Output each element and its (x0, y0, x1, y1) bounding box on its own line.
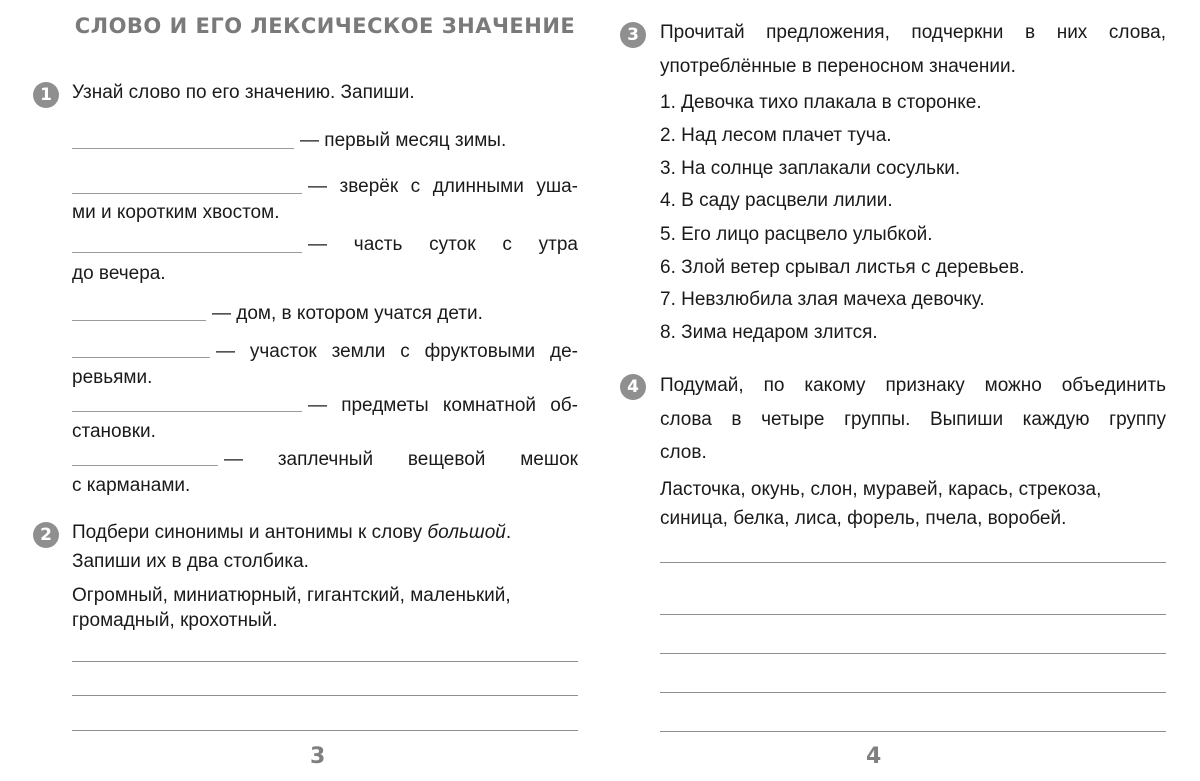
writing-line[interactable] (72, 695, 578, 696)
writing-line[interactable] (660, 614, 1166, 615)
task-3-instruction: Прочитай предложения, подчеркни в них слова, (660, 22, 1166, 43)
writing-line[interactable] (660, 653, 1166, 654)
task-4-words: синица, белка, лиса, форель, пчела, воробей. (660, 508, 1067, 529)
definition-text: становки. (72, 421, 156, 442)
definition-text: ревьями. (72, 367, 153, 388)
answer-blank[interactable] (72, 411, 302, 412)
answer-blank[interactable] (72, 465, 218, 466)
definition-text: — часть суток с утра (308, 234, 578, 255)
page-number: 4 (866, 744, 882, 769)
task-2-words: Огромный, миниатюрный, гигантский, маленький, (72, 585, 511, 606)
definition-text: — зверёк с длинными уша- (308, 176, 578, 197)
answer-blank[interactable] (72, 193, 302, 194)
sentence-item: 1. Девочка тихо плакала в сторонке. (660, 92, 982, 113)
definition-text: — первый месяц зимы. (300, 130, 507, 151)
definition-text: — предметы комнатной об- (308, 395, 578, 416)
page-number: 3 (310, 744, 326, 769)
task-2-number: 2 (33, 522, 59, 548)
right-page (600, 0, 1200, 781)
definition-text: до вечера. (72, 263, 166, 284)
answer-blank[interactable] (72, 148, 294, 149)
definition-text: — дом, в котором учатся дети. (212, 303, 483, 324)
writing-line[interactable] (72, 661, 578, 662)
task-4-words: Ласточка, окунь, слон, муравей, карась, стрекоза, (660, 479, 1102, 500)
task-2-words: громадный, крохотный. (72, 610, 278, 631)
sentence-item: 5. Его лицо расцвело улыбкой. (660, 224, 933, 245)
sentence-item: 4. В саду расцвели лилии. (660, 190, 893, 211)
task-1-number: 1 (33, 82, 59, 108)
answer-blank[interactable] (72, 320, 206, 321)
task-4-number: 4 (620, 374, 646, 400)
answer-blank[interactable] (72, 252, 302, 253)
sentence-item: 8. Зима недаром злится. (660, 322, 878, 343)
writing-line[interactable] (660, 692, 1166, 693)
task-4-instruction: слова в четыре группы. Выпиши каждую группу (660, 409, 1166, 430)
sentence-item: 3. На солнце заплакали сосульки. (660, 158, 961, 179)
task-3-number: 3 (620, 22, 646, 48)
writing-line[interactable] (660, 562, 1166, 563)
definition-text: — заплечный вещевой мешок (224, 449, 578, 470)
task-4-instruction: Подумай, по какому признаку можно объединить (660, 375, 1166, 396)
page-title: СЛОВО И ЕГО ЛЕКСИЧЕСКОЕ ЗНАЧЕНИЕ (74, 14, 576, 38)
task-4-instruction: слов. (660, 442, 707, 463)
definition-text: ми и коротким хвостом. (72, 202, 280, 223)
answer-blank[interactable] (72, 357, 210, 358)
definition-text: — участок земли с фруктовыми де- (216, 341, 578, 362)
sentence-item: 6. Злой ветер срывал листья с деревьев. (660, 257, 1025, 278)
definition-text: с карманами. (72, 475, 191, 496)
writing-line[interactable] (660, 731, 1166, 732)
sentence-item: 2. Над лесом плачет туча. (660, 125, 892, 146)
task-2-instruction: Подбери синонимы и антонимы к слову большой. (72, 522, 512, 543)
task-2-instruction-line2: Запиши их в два столбика. (72, 551, 309, 572)
writing-line[interactable] (72, 730, 578, 731)
sentence-item: 7. Невзлюбила злая мачеха девочку. (660, 289, 985, 310)
task-1-instruction: Узнай слово по его значению. Запиши. (72, 82, 415, 103)
task-3-instruction-line2: употреблённые в переносном значении. (660, 56, 1016, 77)
